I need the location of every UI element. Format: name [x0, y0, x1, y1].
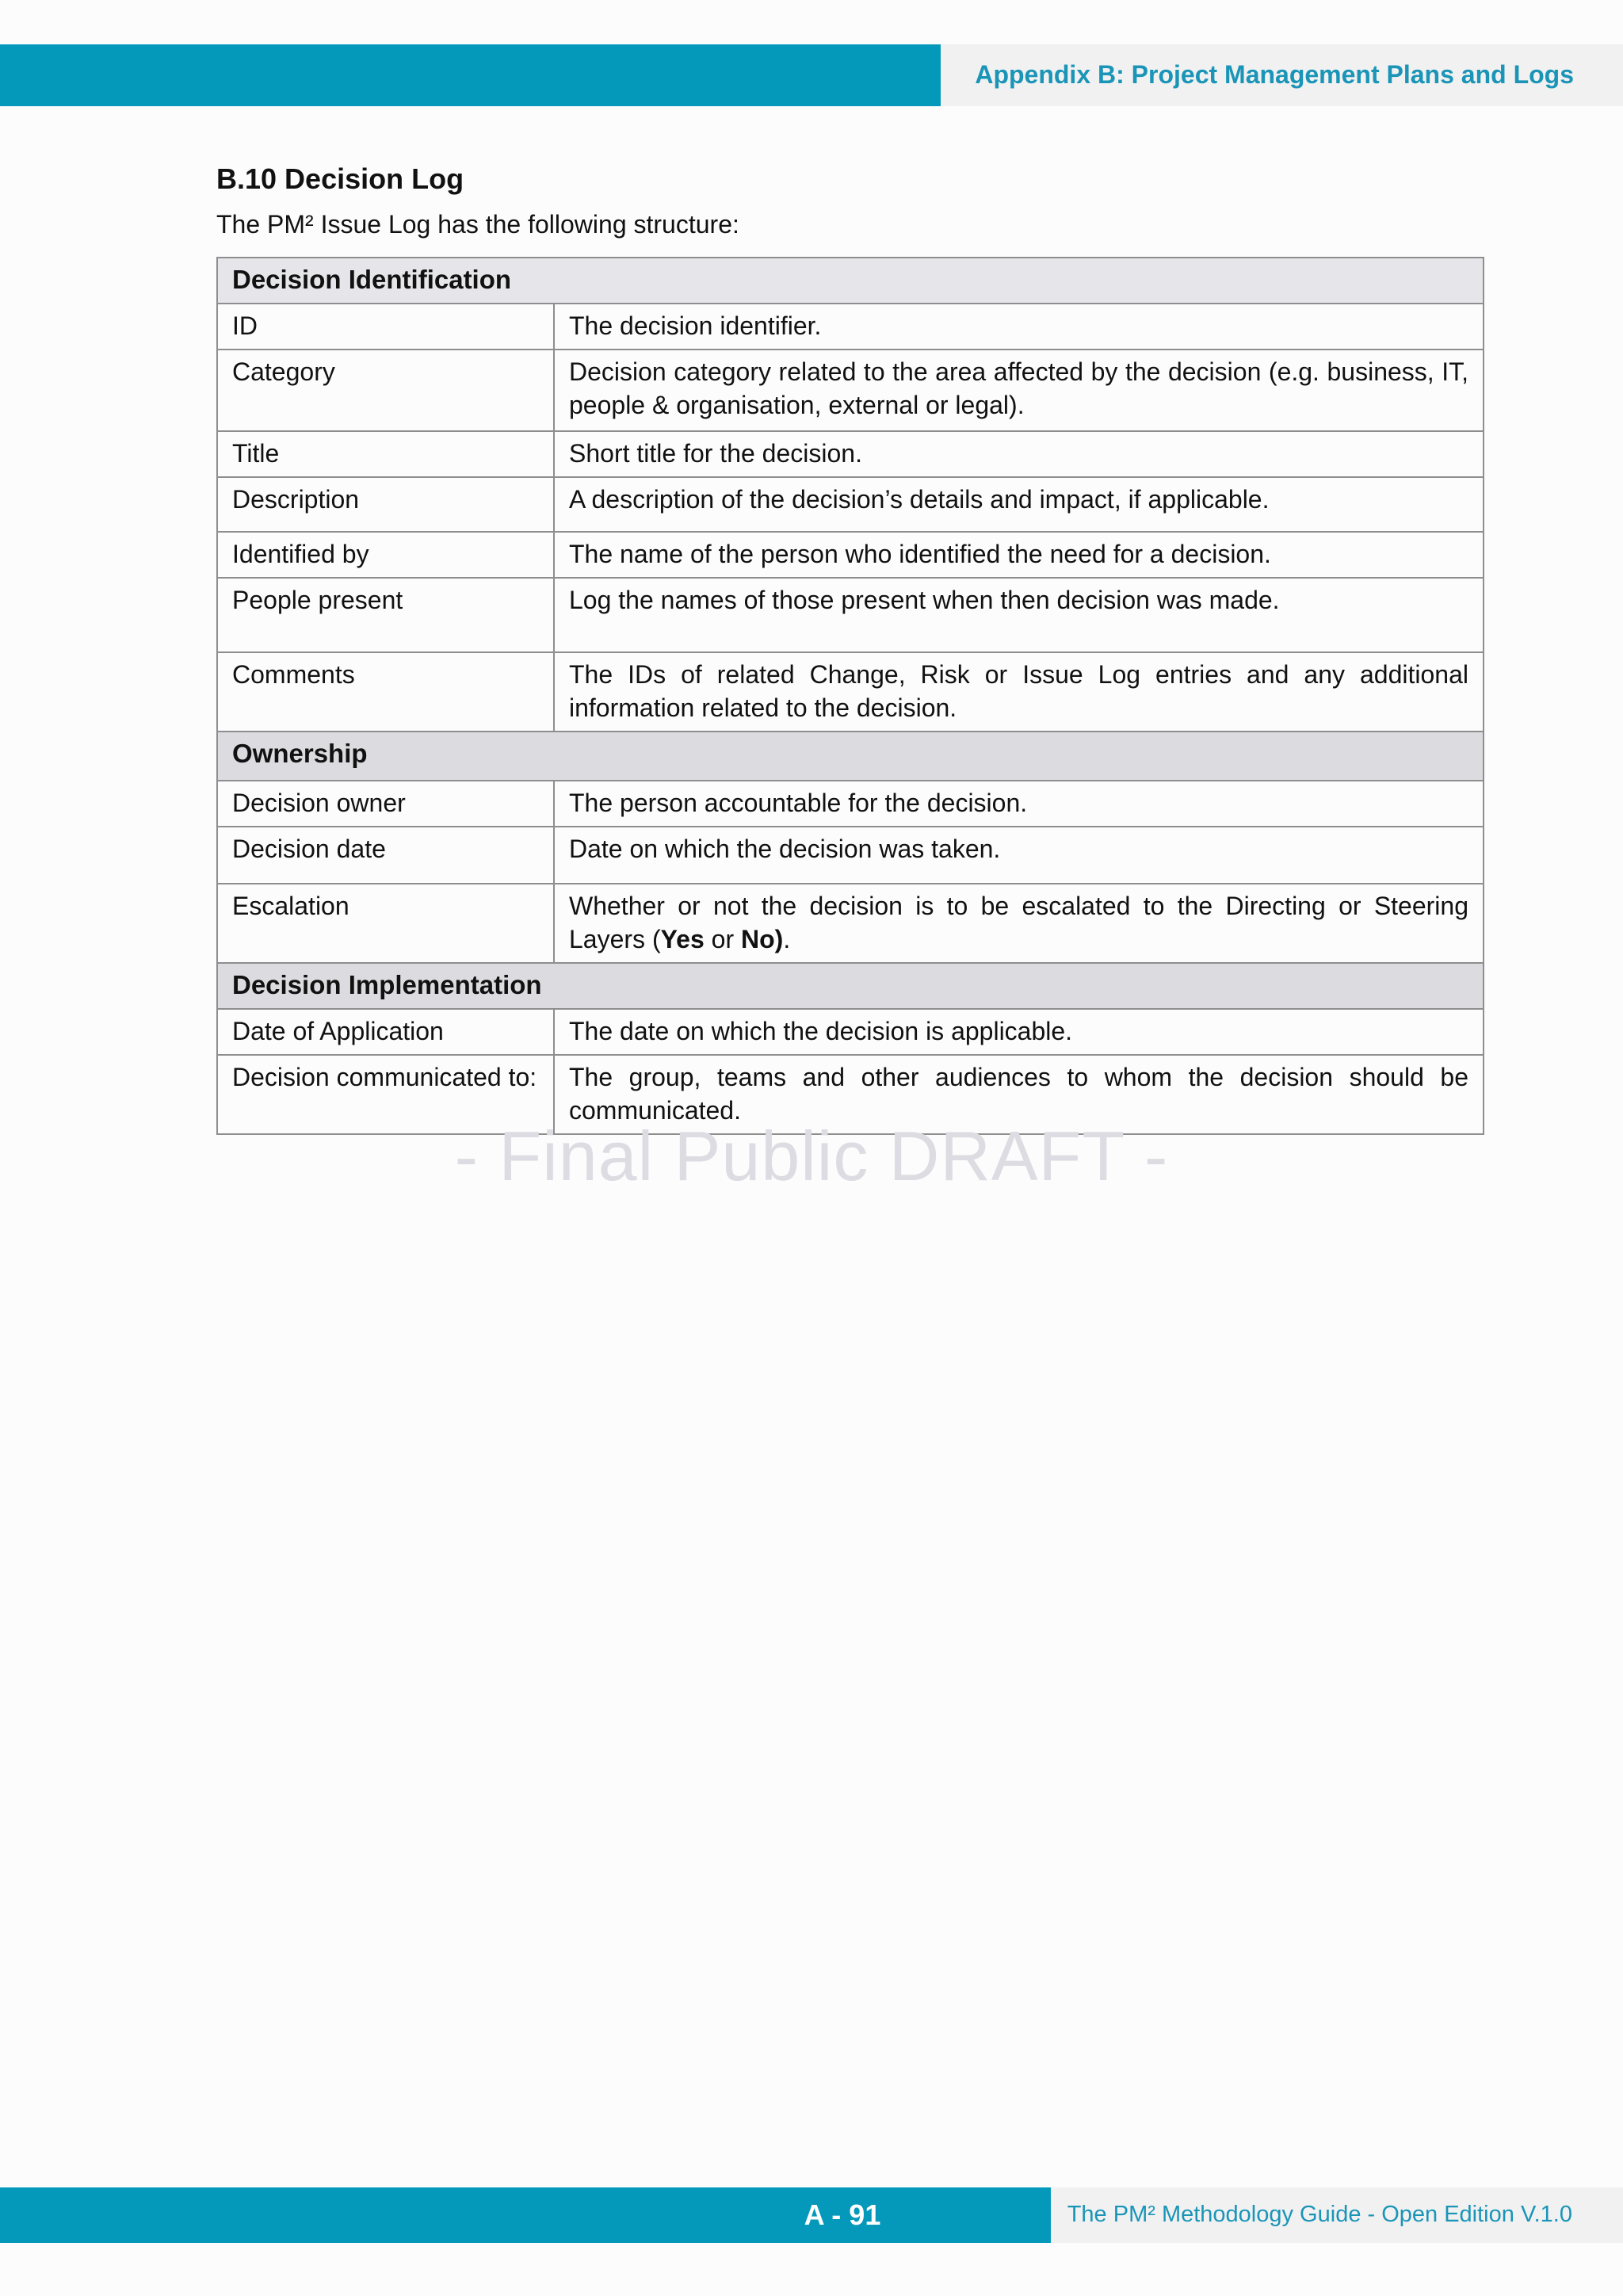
field-name: Decision date [217, 827, 554, 884]
table-row [217, 1009, 1484, 1055]
document-body [216, 162, 1484, 1135]
field-name: Escalation [217, 884, 554, 963]
field-name: Title [217, 431, 554, 477]
header-label-box [941, 44, 1623, 106]
field-description: The name of the person who identified the need for a decision. [554, 532, 1484, 578]
no-option: No) [741, 925, 784, 953]
table-group-header [217, 732, 1484, 781]
field-name: Description [217, 477, 554, 532]
decision-log-table [216, 257, 1484, 1135]
field-description: A description of the decision’s details and impact, if applicable. [554, 477, 1484, 532]
table-row [217, 578, 1484, 652]
table-row [217, 781, 1484, 827]
field-name: Comments [217, 652, 554, 732]
table-group-header [217, 963, 1484, 1009]
field-description: The group, teams and other audiences to whom the decision should be communicated. [554, 1055, 1484, 1134]
field-description: The date on which the decision is applicable. [554, 1009, 1484, 1055]
field-name: Category [217, 350, 554, 431]
escalation-text: Whether or not the decision is to be escalated to the Directing or Steering Layers ( [569, 892, 1468, 953]
header-title: Appendix B: Project Management Plans and Logs [975, 60, 1574, 89]
field-description: Date on which the decision was taken. [554, 827, 1484, 884]
table-row [217, 350, 1484, 431]
page-footer [0, 2187, 1623, 2243]
table-row [217, 827, 1484, 884]
table-row [217, 304, 1484, 350]
table-row [217, 884, 1484, 963]
escalation-end: . [783, 925, 791, 953]
footer-title: The PM² Methodology Guide - Open Edition V.1.0 [1067, 2202, 1572, 2227]
field-name: Date of Application [217, 1009, 554, 1055]
field-description: Decision category related to the area affected by the decision (e.g. business, IT, people & organisation, external or legal). [554, 350, 1484, 431]
footer-accent-bar [0, 2187, 1051, 2243]
draft-watermark: - Final Public DRAFT - [454, 1117, 1169, 1195]
field-name: ID [217, 304, 554, 350]
table-row [217, 431, 1484, 477]
field-name: Decision communicated to: [217, 1055, 554, 1134]
page-number: A - 91 [804, 2199, 881, 2231]
group-title: Decision Identification [217, 258, 1484, 304]
table-row [217, 652, 1484, 732]
yes-option: Yes [660, 925, 705, 953]
field-name: People present [217, 578, 554, 652]
field-description: Log the names of those present when then decision was made. [554, 578, 1484, 652]
field-name: Identified by [217, 532, 554, 578]
header-accent-bar [0, 44, 941, 106]
field-description: The IDs of related Change, Risk or Issue Log entries and any additional information related to the decision. [554, 652, 1484, 732]
field-description: Short title for the decision. [554, 431, 1484, 477]
escalation-connector: or [704, 925, 741, 953]
group-title: Decision Implementation [217, 963, 1484, 1009]
page-header [0, 44, 1623, 106]
field-description: The person accountable for the decision. [554, 781, 1484, 827]
field-name: Decision owner [217, 781, 554, 827]
section-heading: B.10 Decision Log [216, 162, 464, 195]
footer-label-box [1051, 2187, 1623, 2243]
table-row [217, 532, 1484, 578]
intro-paragraph: The PM² Issue Log has the following structure: [216, 210, 739, 239]
table-group-header [217, 258, 1484, 304]
group-title: Ownership [217, 732, 1484, 781]
field-description: The decision identifier. [554, 304, 1484, 350]
field-description [554, 884, 1484, 963]
table-row [217, 477, 1484, 532]
